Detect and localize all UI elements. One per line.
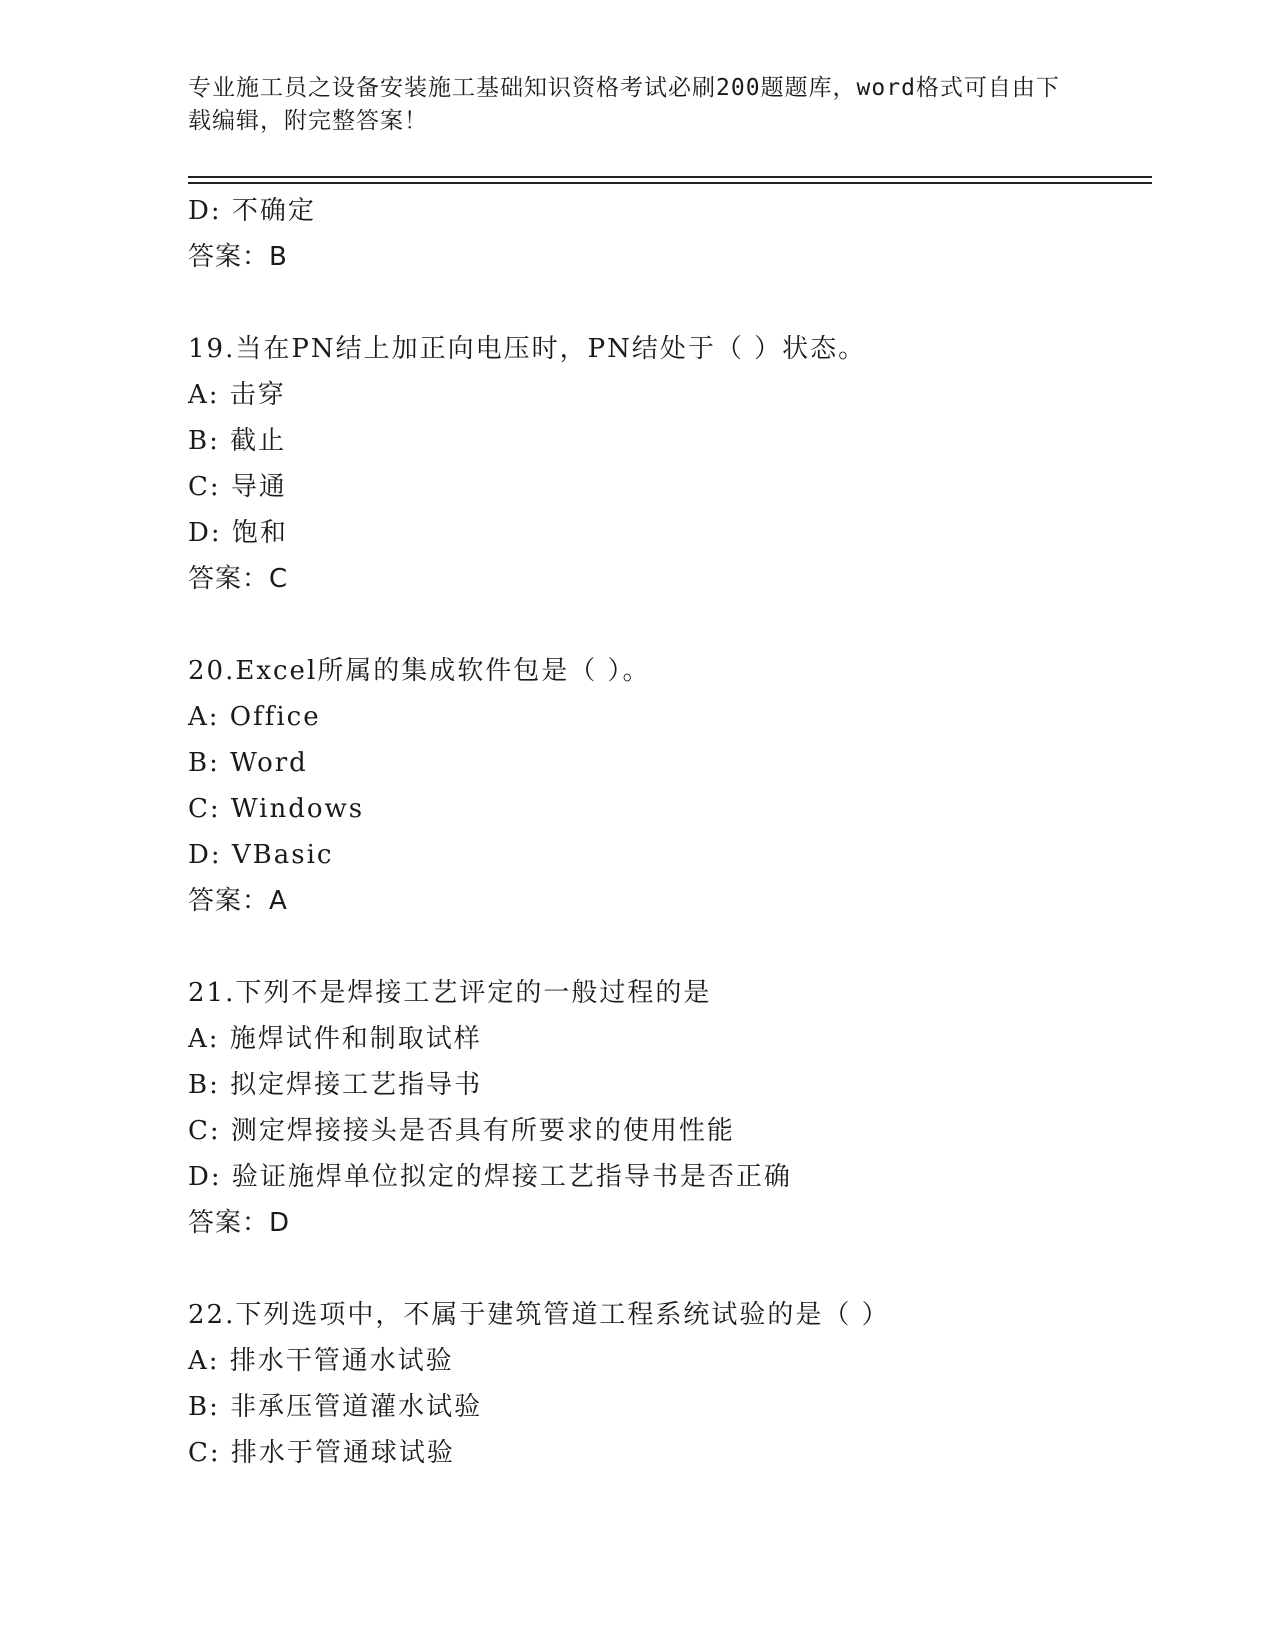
option-a: A: 排水干管通水试验	[188, 1346, 454, 1376]
spacer	[188, 602, 1152, 648]
spacer	[188, 280, 1152, 326]
option-d: D: 验证施焊单位拟定的焊接工艺指导书是否正确	[188, 1162, 792, 1192]
option-a: A: 施焊试件和制取试样	[188, 1024, 482, 1054]
option-b: B: 截止	[188, 426, 287, 456]
answer: 答案：C	[188, 564, 289, 594]
option-b: B: 拟定焊接工艺指导书	[188, 1070, 483, 1100]
question-19	[188, 326, 1152, 602]
question-21	[188, 970, 1152, 1246]
spacer	[188, 1246, 1152, 1292]
spacer	[188, 924, 1152, 970]
question-stem: 20.Excel所属的集成软件包是（ ）。	[188, 656, 651, 686]
question-22	[188, 1292, 1152, 1476]
question-stem: 21.下列不是焊接工艺评定的一般过程的是	[188, 978, 712, 1008]
page-header-title: 专业施工员之设备安装施工基础知识资格考试必刷200题题库，word格式可自由下载编辑，附完整答案！	[188, 75, 1060, 134]
question-list	[188, 188, 1152, 1476]
option-c: C: 测定焊接接头是否具有所要求的使用性能	[188, 1116, 735, 1146]
prev-answer: 答案：B	[188, 242, 288, 272]
question-20	[188, 648, 1152, 924]
question-stem: 19.当在PN结上加正向电压时，PN结处于（ ）状态。	[188, 334, 867, 364]
option-b: B: 非承压管道灌水试验	[188, 1392, 483, 1422]
header-divider-bottom	[188, 182, 1152, 184]
option-a: A: Office	[188, 702, 321, 732]
header-divider-top	[188, 176, 1152, 178]
option-c: C: 导通	[188, 472, 287, 502]
option-d: D: 饱和	[188, 518, 288, 548]
answer: 答案：D	[188, 1208, 291, 1238]
prev-option-d: D: 不确定	[188, 196, 316, 226]
answer: 答案：A	[188, 886, 288, 916]
option-d: D: VBasic	[188, 840, 334, 870]
option-c: C: 排水于管通球试验	[188, 1438, 455, 1468]
question-stem: 22.下列选项中，不属于建筑管道工程系统试验的是（ ）	[188, 1300, 890, 1330]
option-a: A: 击穿	[188, 380, 286, 410]
option-c: C: Windows	[188, 794, 365, 824]
option-b: B: Word	[188, 748, 308, 778]
